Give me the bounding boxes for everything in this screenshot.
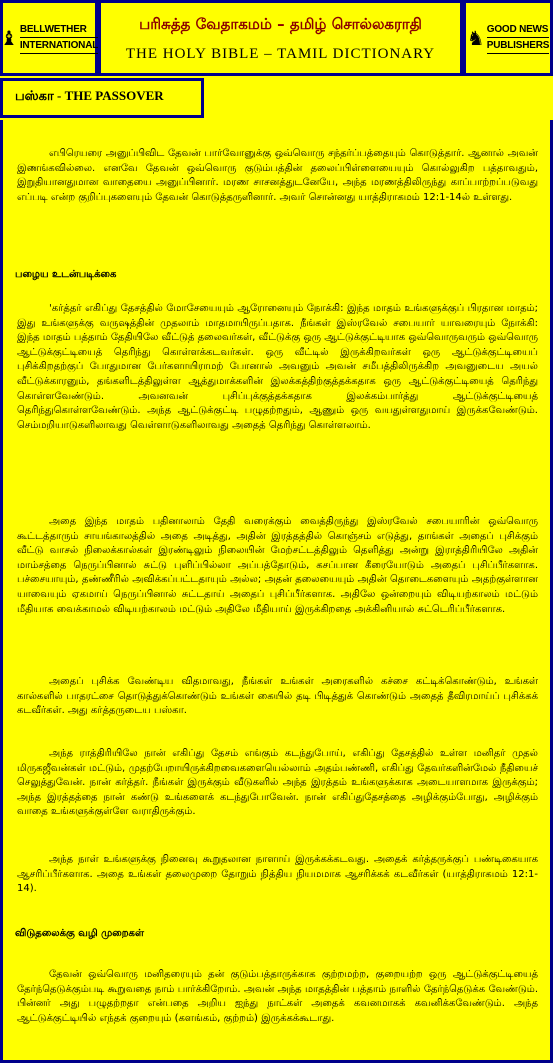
good-news-logo bbox=[463, 0, 553, 76]
figure-icon: ♞ bbox=[466, 26, 485, 50]
scripture-paragraph: அதைப் புசிக்க வேண்டிய விதமாவது, நீங்கள் உங்கள் அரைகளில் கச்சை கட்டிக்கொண்டும், உங்கள் கால்களில் பாதரட்சை தொடுத்துக்கொண்டும் உங்கள் கையில் தடி பிடித்துக் கொண்டும் அதைத் தீவிரமாய்ப் புசிக்கக் கடவீர்கள். அது கர்த்தருடைய பஸ்கா. bbox=[17, 676, 538, 717]
topic-box bbox=[0, 78, 204, 118]
good-news-logo-text bbox=[487, 22, 549, 54]
bell-icon: ♝ bbox=[0, 26, 18, 50]
intro-paragraph: எபிரெயரை அனுப்பிவிட தேவன் பார்வோனுக்கு ஒவ்வொரு சந்தர்ப்பத்தையும் கொடுத்தார். ஆனால் அவன் இணங்கவில்லை. எனவே தேவன் ஒவ்வொரு குடும்பத்தின் தலைப்பிள்ளையையும் கொல்லுகிற பத்தாவதும், இறுதியானதுமான வாதையை அனுப்பினார். மரண சாசனத்துடனேயே, அந்த மரணத்திலிருந்து காப்பாற்றப்படுவது எப்படி என்ற குறிப்புகளையும் தேவன் கொடுத்தருளினார். அவர் சொன்னது யாத்திராகமம் 12:1-14ல் உள்ளது. bbox=[17, 148, 538, 203]
scripture-paragraph: அந்த ராத்திரியிலே நான் எகிப்து தேசம் எங்கும் கடந்துபோய், எகிப்து தேசத்தில் உள்ள மனிதர் முதல் மிருகஜீவன்கள் மட்டும், முதற்பேறாயிருக்கிறவைகளையெல்லாம் அதம்பண்ணி, எகிப்து தேவர்களின்மேல் நீதியைச் செலுத்துவேன். நான் கர்த்தர். நீங்கள் இருக்கும் வீடுகளில் அந்த இரத்தம் உங்களுக்காக அடையாளமாக இருக்கும்; அந்த இரத்தத்தை நான் கண்டு உங்களைக் கடந்துபோவேன். நான் எகிப்துதேசத்தை அழிக்கும்போது, அழிக்கும் வாதை உங்களுக்குள்ளே வராதிருக்கும். bbox=[17, 748, 538, 818]
section-heading: பழைய உடன்படிக்கை bbox=[15, 269, 117, 280]
logo-line: BELLWETHER bbox=[20, 22, 98, 38]
scripture-paragraph: 'கர்த்தர் எகிப்து தேசத்தில் மோசேயையும் ஆரோனையும் நோக்கி: இந்த மாதம் உங்களுக்குப் பிரதான மாதம்; இது உங்களுக்கு வருஷத்தின் முதலாம் மாதமாயிருப்பதாக. நீங்கள் இஸ்ரவேல் சபையார் யாவரையும் நோக்கி: இந்த மாதம் பத்தாம் தேதியிலே வீட்டுத் தலைவர்கள், வீட்டுக்கு ஒரு ஆட்டுக்குட்டியாக ஒவ்வொருவரும் ஒவ்வொரு ஆட்டுக்குட்டியைத் தெரிந்து கொள்ளக்கடவர்கள். ஒரு வீட்டில் இருக்கிறவர்கள் ஒரு ஆட்டுக்குட்டியைப் புசிக்கிறதற்குப் போதுமான பேர்களாயிராமற் போனால் அவனும் அவன் சமீபத்திலிருக்கிற அவனுடைய அயல் வீட்டுக்காரனும், தங்களிடத்திலுள்ள ஆத்துமாக்களின் இலக்கத்திற்குத்தக்கதாக ஒரு ஆட்டுக்குட்டியைத் தெரிந்து கொள்ளவேண்டும். அவனவன் புசிப்புக்குத்தக்கதாக இலக்கம்பார்த்து ஆட்டுக்குட்டியைத் தெரிந்துகொள்ளவேண்டும். அந்த ஆட்டுக்குட்டி பழுதற்றதும், ஆணும் ஒரு வயதுள்ளதுமாய் இருக்கவேண்டும். செம்மறியாடுகளிலாவது வெள்ளாடுகளிலாவது அதைத் தெரிந்து கொள்ளலாம். bbox=[17, 303, 538, 431]
scripture-paragraph: அந்த நாள் உங்களுக்கு நினைவு கூறுதலான நாளாய் இருக்கக்கடவது. அதைக் கர்த்தருக்குப் பண்டிகையாக ஆசரிப்பீர்களாக. அதை உங்கள் தலைமுறை தோறும் நித்திய நியமமாக ஆசரிக்கக் கடவீர்கள் (யாத்திராகமம் 12:1-14). bbox=[17, 854, 538, 895]
scripture-paragraph: அதை இந்த மாதம் பதினாலாம் தேதி வரைக்கும் வைத்திருந்து இஸ்ரவேல் சபையாரின் ஒவ்வொரு கூட்டத்தாரும் சாயங்காலத்தில் அதை அடித்து, அதின் இரத்தத்தில் கொஞ்சம் எடுத்து, தாங்கள் அதைப் புசிக்கும் வீட்டு வாசல் நிலைக்கால்கள் இரண்டிலும் நிலையின் மேற்சட்டத்திலும் தெளித்து அன்று இராத்திரியிலே அதின் மாம்சத்தை நெருப்பினால் சுட்டு புளிப்பில்லா அப்பத்தோடும், கசப்பான கீரையோடும் அதைப் புசிப்பீர்களாக. பச்சையாயும், தண்ணீரில் அவிக்கப்பட்டதாயும் அல்ல; அதன் தலையையும் அதின் தொடைகளையும் அதற்குள்ளான யாவையும் ஏகமாய் நெருப்பினால் சுட்டதாய் அதைப் புசிப்பீர்களாக. அதிலே ஒன்றையும் விடியற்காலம் மட்டும் மீதியாக வைக்காமல் விடியற்காலம் மட்டும் அதிலே மீதியாய் இருக்கிறதை அக்கினியால் சுட்டெரிப்பீர்களாக. bbox=[17, 516, 539, 615]
title-box bbox=[98, 0, 463, 76]
bellwether-logo-text bbox=[20, 22, 98, 54]
bellwether-logo bbox=[0, 0, 98, 76]
logo-line: GOOD NEWS bbox=[487, 22, 549, 38]
topic-title: பஸ்கா - THE PASSOVER bbox=[15, 88, 164, 103]
title-tamil: பரிசுத்த வேதாகமம் – தமிழ் சொல்லகராதி bbox=[139, 15, 422, 33]
article-body bbox=[0, 120, 553, 1063]
title-english: THE HOLY BIBLE – TAMIL DICTIONARY bbox=[125, 46, 436, 62]
logo-line: INTERNATIONAL bbox=[20, 38, 98, 54]
body-paragraph: தேவன் ஒவ்வொரு மனிதரையும் தன் குடும்பத்தாருக்காக குற்றமற்ற, குறையற்ற ஒரு ஆட்டுக்குட்டியைத் தேர்ந்தெடுக்கும்படி கூறுவதை நாம் பார்க்கிறோம். அவன் அந்த மாதத்தின் பத்தாம் நாளில் தேர்ந்தெடுக்க வேண்டும். பின்னர் அது பழுதற்றதா என்பதை அறிய ஐந்து நாட்கள் அதைக் கவனமாகக் கவனிக்கவேண்டும். அந்த ஆட்டுக்குட்டியில் எந்தக் குறையும் (களங்கம், குற்றம்) இருக்கக்கூடாது. bbox=[17, 969, 538, 1024]
logo-line: PUBLISHERS bbox=[487, 38, 549, 54]
section-heading: விடுதலைக்கு வழி முறைகள் bbox=[15, 928, 144, 939]
